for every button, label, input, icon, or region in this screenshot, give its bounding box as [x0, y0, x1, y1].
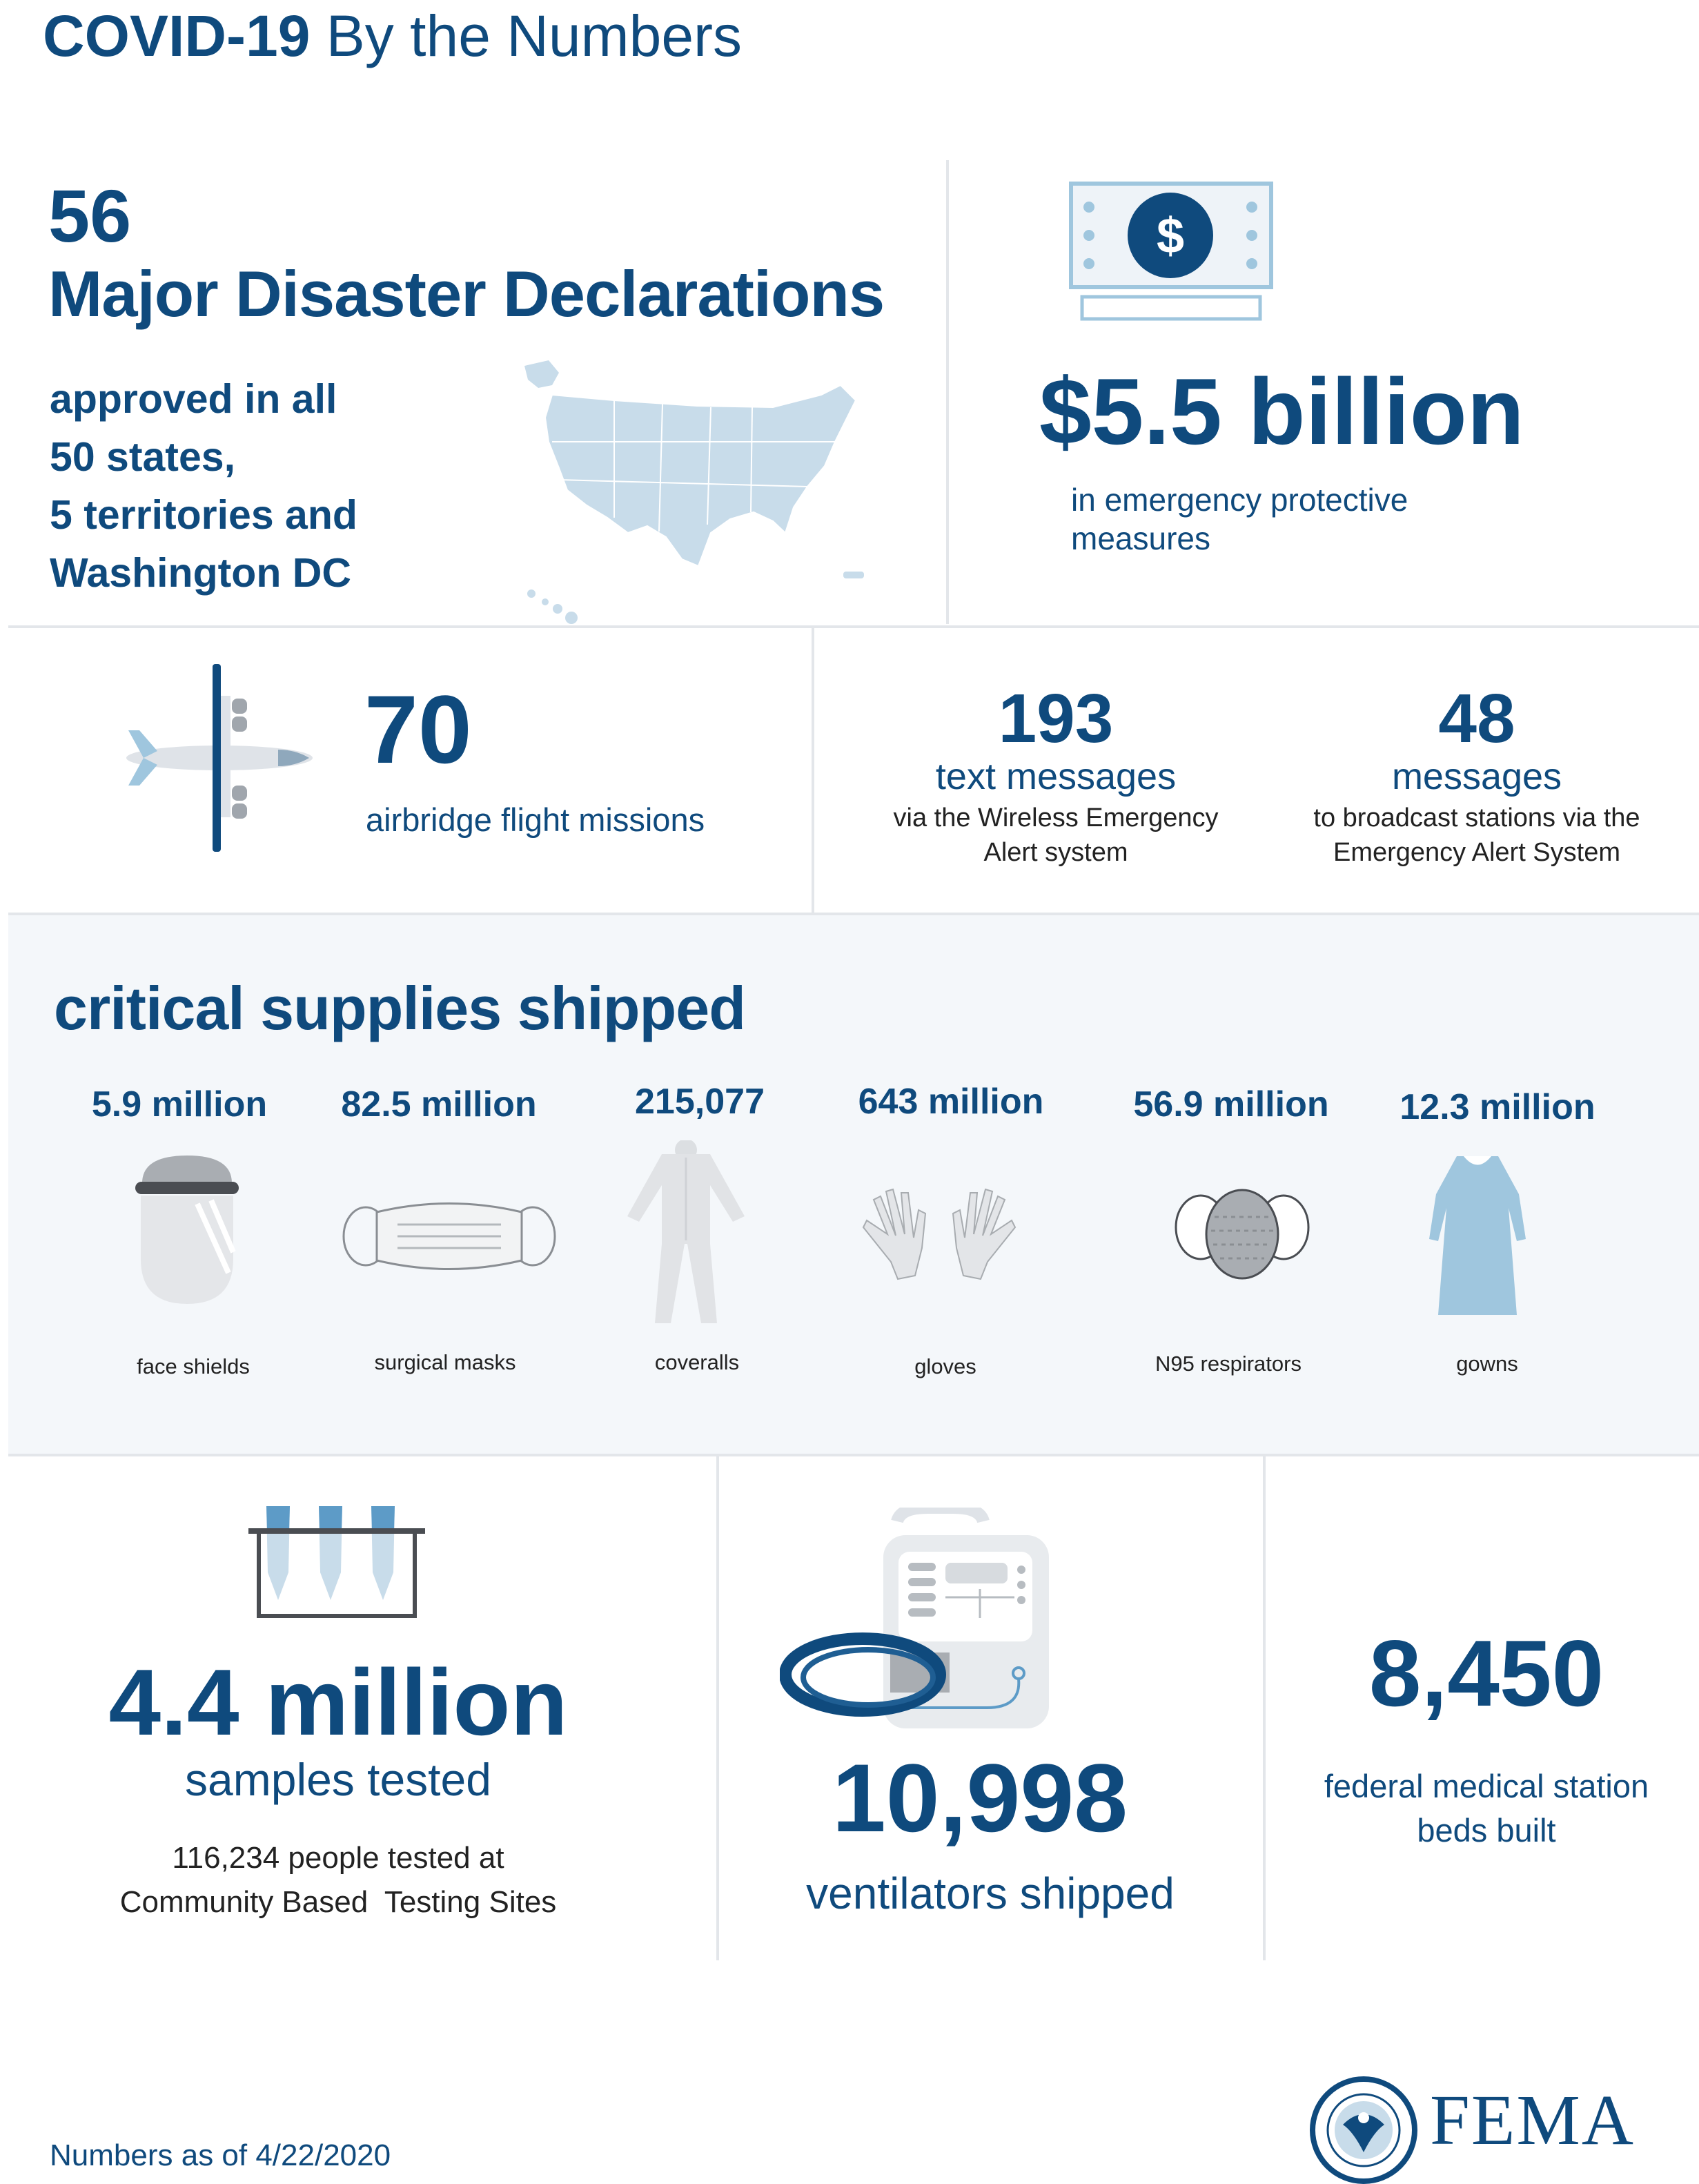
broadcast-value: 48 [1438, 680, 1515, 757]
supply-value: 643 million [858, 1082, 1044, 1122]
text-messages-value: 193 [998, 680, 1114, 757]
beds-label-line: beds built [1417, 1812, 1556, 1849]
numbers-date-note: Numbers as of 4/22/2020 [50, 2138, 391, 2172]
face-shield-icon [135, 1156, 239, 1307]
airbridge-value: 70 [364, 675, 472, 783]
declarations-number: 56 [48, 174, 132, 257]
funding-line: measures [1071, 520, 1210, 556]
declarations-description [50, 370, 357, 602]
testing-subline: 116,234 people tested at [172, 1841, 504, 1875]
divider [946, 160, 949, 624]
text-messages-subtext [842, 801, 1270, 870]
coverall-icon [624, 1140, 748, 1327]
gown-icon [1426, 1153, 1529, 1318]
supplies-title: critical supplies shipped [54, 974, 745, 1042]
supply-label: gowns [1456, 1352, 1518, 1376]
dhs-seal-icon [1308, 2076, 1419, 2184]
funding-description [1071, 480, 1408, 558]
testing-label: samples tested [185, 1754, 491, 1805]
title-bold: COVID-19 [43, 3, 311, 68]
declarations-line: 50 states, [50, 434, 235, 480]
testing-value: 4.4 million [108, 1650, 568, 1755]
supply-label: face shields [137, 1354, 250, 1378]
text-messages-subline: Alert system [983, 838, 1128, 867]
supply-label: gloves [914, 1354, 976, 1378]
testing-subline: Community Based Testing Sites [119, 1885, 557, 1919]
divider [8, 1454, 1699, 1456]
test-tubes-icon [247, 1503, 426, 1621]
text-messages-label: text messages [935, 756, 1177, 797]
svg-text:$: $ [1156, 208, 1185, 264]
declarations-line: Washington DC [50, 550, 351, 596]
respirator-icon [1173, 1186, 1311, 1283]
funding-value: $5.5 billion [1039, 359, 1524, 464]
supply-value: 56.9 million [1133, 1084, 1329, 1124]
surgical-mask-icon [342, 1198, 556, 1274]
supply-label: surgical masks [374, 1350, 516, 1374]
ventilator-icon [780, 1508, 1056, 1735]
supply-label: N95 respirators [1155, 1352, 1302, 1376]
testing-subtext [28, 1836, 649, 1924]
ventilators-label: ventilators shipped [806, 1869, 1175, 1918]
gloves-icon [860, 1179, 1019, 1283]
supply-value: 215,077 [635, 1082, 765, 1122]
beds-label [1266, 1764, 1699, 1853]
airbridge-label: airbridge flight missions [366, 801, 705, 838]
airplane-icon [123, 661, 323, 855]
supply-value: 12.3 million [1400, 1087, 1595, 1127]
declarations-line: 5 territories and [50, 492, 357, 538]
supply-label: coveralls [654, 1350, 740, 1374]
text-messages-subline: via the Wireless Emergency [893, 803, 1219, 832]
supply-value: 82.5 million [341, 1084, 537, 1124]
broadcast-subline: Emergency Alert System [1333, 838, 1621, 867]
beds-value: 8,450 [1368, 1621, 1604, 1726]
title-rest: By the Numbers [326, 3, 743, 68]
fema-logo-text: FEMA [1430, 2080, 1635, 2160]
ventilators-value: 10,998 [832, 1744, 1128, 1852]
broadcast-subline: to broadcast stations via the [1313, 803, 1640, 832]
us-map-icon [511, 352, 883, 628]
broadcast-subtext [1263, 801, 1691, 870]
funding-line: in emergency protective [1071, 482, 1408, 518]
declarations-headline: Major Disaster Declarations [48, 257, 885, 330]
divider [812, 627, 814, 913]
page-title [43, 3, 742, 70]
declarations-line: approved in all [50, 376, 337, 422]
supply-value: 5.9 million [91, 1084, 268, 1124]
money-icon [1068, 181, 1275, 326]
beds-label-line: federal medical station [1324, 1768, 1649, 1804]
broadcast-label: messages [1391, 756, 1562, 797]
